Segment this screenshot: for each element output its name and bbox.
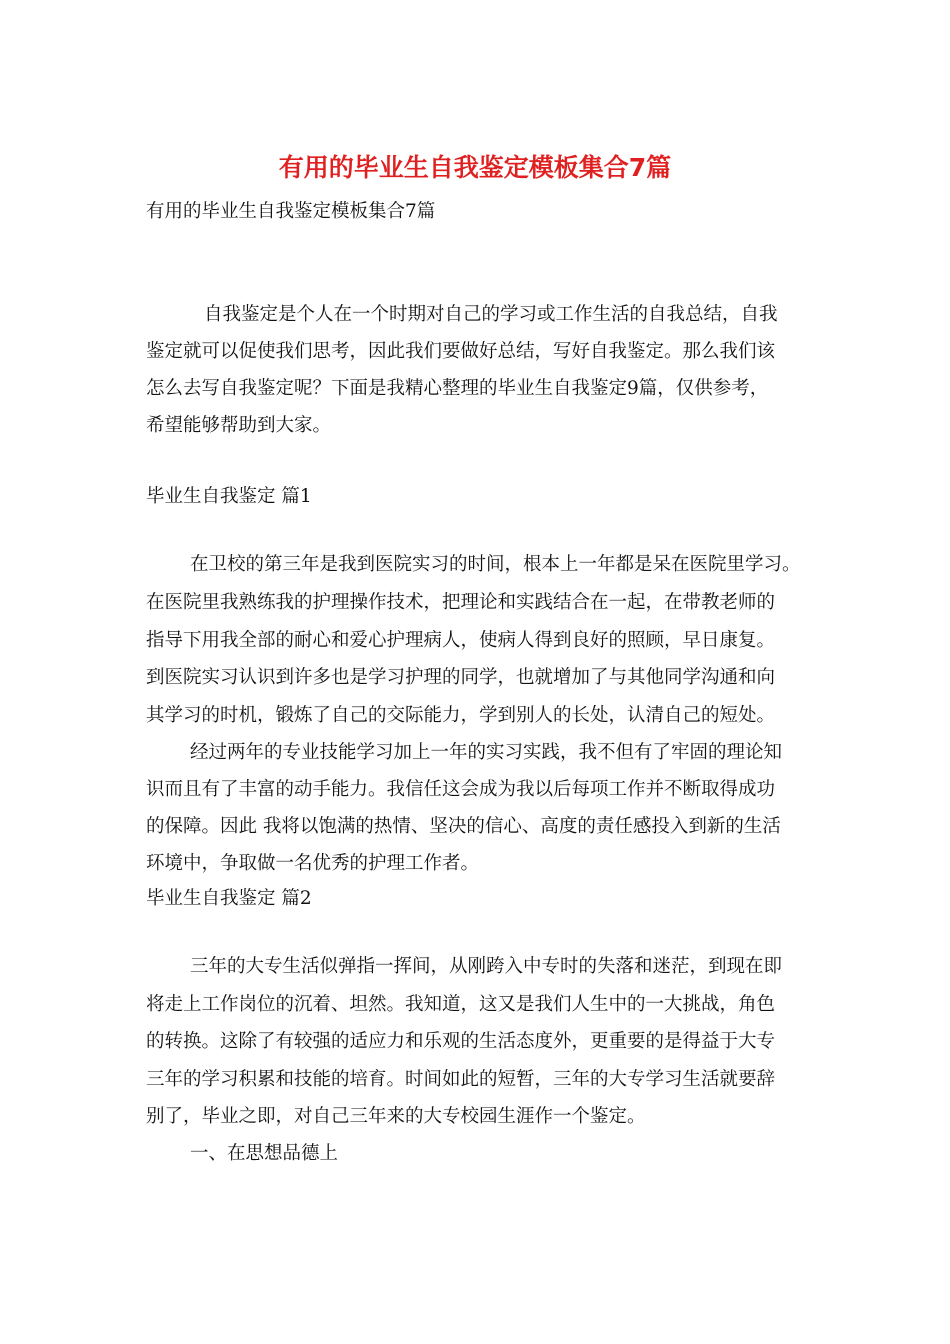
document-title: 有用的毕业生自我鉴定模板集合7篇: [278, 153, 672, 182]
paragraph-line: 经过两年的专业技能学习加上一年的实习实践，我不但有了牢固的理论知: [190, 742, 783, 763]
section-heading: 毕业生自我鉴定 篇1: [146, 486, 312, 507]
paragraph-line: 环境中，争取做一名优秀的护理工作者。: [146, 853, 480, 874]
paragraph-line: 三年的学习积累和技能的培育。时间如此的短暂，三年的大专学习生活就要辞: [146, 1069, 776, 1090]
intro-line: 怎么去写自我鉴定呢？下面是我精心整理的毕业生自我鉴定9篇，仅供参考，: [146, 378, 769, 399]
paragraph-line: 别了，毕业之即，对自己三年来的大专校园生涯作一个鉴定。: [146, 1106, 646, 1127]
paragraph-line: 一、在思想品德上: [190, 1143, 339, 1164]
document-subtitle: 有用的毕业生自我鉴定模板集合7篇: [146, 201, 436, 222]
paragraph-line: 在卫校的第三年是我到医院实习的时间，根本上一年都是呆在医院里学习。: [190, 554, 801, 575]
paragraph-line: 的转换。这除了有较强的适应力和乐观的生活态度外，更重要的是得益于大专: [146, 1031, 776, 1052]
paragraph-line: 到医院实习认识到许多也是学习护理的同学，也就增加了与其他同学沟通和向: [146, 667, 776, 688]
paragraph-line: 其学习的时机，锻炼了自己的交际能力，学到别人的长处，认清自己的短处。: [146, 705, 776, 726]
paragraph-line: 将走上工作岗位的沉着、坦然。我知道，这又是我们人生中的一大挑战，角色: [146, 994, 776, 1015]
paragraph-line: 指导下用我全部的耐心和爱心护理病人，使病人得到良好的照顾，早日康复。: [146, 630, 776, 651]
paragraph-line: 的保障。因此 我将以饱满的热情、坚决的信心、高度的责任感投入到新的生活: [146, 816, 781, 837]
paragraph-line: 识而且有了丰富的动手能力。我信任这会成为我以后每项工作并不断取得成功: [146, 779, 776, 800]
paragraph-line: 在医院里我熟练我的护理操作技术，把理论和实践结合在一起，在带教老师的: [146, 592, 776, 613]
paragraph-line: 三年的大专生活似弹指一挥间，从刚跨入中专时的失落和迷茫，到现在即: [190, 956, 783, 977]
intro-line: 自我鉴定是个人在一个时期对自己的学习或工作生活的自我总结，自我: [204, 304, 778, 325]
intro-line: 鉴定就可以促使我们思考，因此我们要做好总结，写好自我鉴定。那么我们该: [146, 341, 776, 362]
intro-line: 希望能够帮助到大家。: [146, 415, 332, 436]
section-heading: 毕业生自我鉴定 篇2: [146, 888, 312, 909]
